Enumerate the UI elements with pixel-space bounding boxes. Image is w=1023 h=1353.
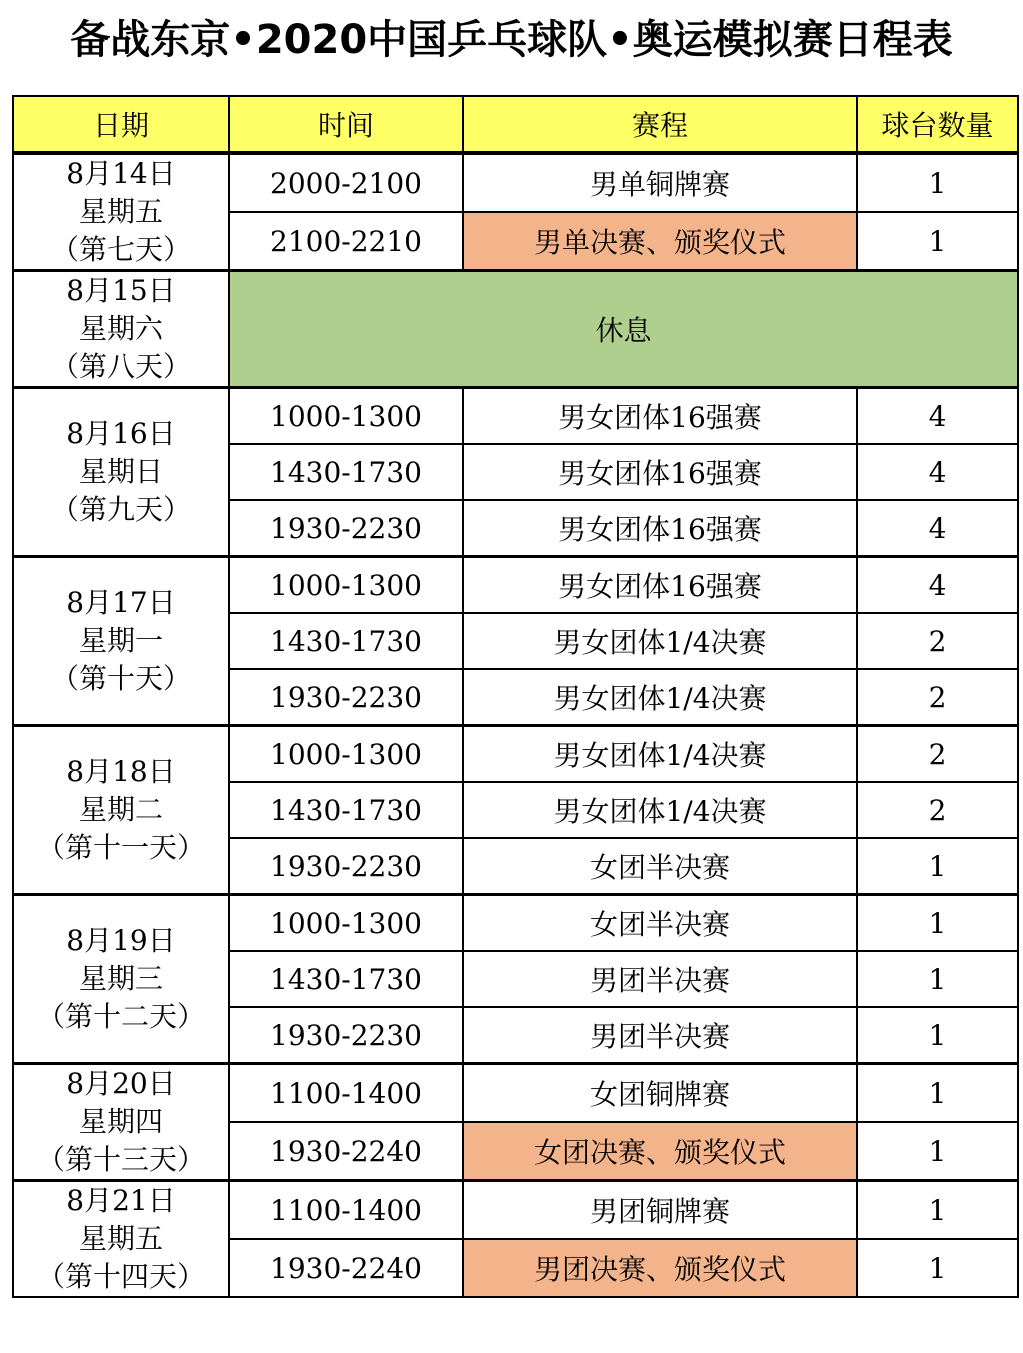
date-date: 8月17日 — [66, 586, 176, 619]
date-cell — [13, 153, 229, 271]
date-cell — [13, 895, 229, 1064]
header-tables: 球台数量 — [857, 96, 1018, 153]
time-cell: 1930-2230 — [229, 669, 463, 726]
time-cell: 1430-1730 — [229, 782, 463, 838]
date-day-no: （第九天） — [50, 493, 191, 526]
header-date: 日期 — [13, 96, 229, 153]
date-cell — [13, 388, 229, 557]
header-event: 赛程 — [463, 96, 857, 153]
table-row — [13, 557, 1018, 614]
event-cell-ceremony: 女团决赛、颁奖仪式 — [463, 1122, 857, 1181]
date-cell — [13, 726, 229, 895]
date-day-no: （第七天） — [50, 233, 191, 266]
time-cell: 2000-2100 — [229, 153, 463, 212]
table-row — [13, 1181, 1018, 1240]
schedule-table — [12, 95, 1019, 1298]
date-cell — [13, 557, 229, 726]
time-cell: 1430-1730 — [229, 613, 463, 669]
time-cell: 2100-2210 — [229, 212, 463, 271]
table-row — [13, 726, 1018, 783]
date-cell — [13, 271, 229, 388]
schedule-body — [13, 153, 1018, 1297]
tables-count-cell: 2 — [857, 726, 1018, 783]
date-weekday: 星期一 — [78, 624, 163, 657]
time-cell: 1930-2230 — [229, 1007, 463, 1064]
date-day-no: （第十四天） — [36, 1260, 205, 1293]
date-date: 8月21日 — [66, 1184, 176, 1217]
time-cell: 1430-1730 — [229, 951, 463, 1007]
event-cell-ceremony: 男团决赛、颁奖仪式 — [463, 1239, 857, 1297]
header-time: 时间 — [229, 96, 463, 153]
time-cell: 1930-2240 — [229, 1122, 463, 1181]
date-day-no: （第十天） — [50, 662, 191, 695]
tables-count-cell: 4 — [857, 444, 1018, 500]
date-day-no: （第十二天） — [36, 1000, 205, 1033]
time-cell: 1100-1400 — [229, 1064, 463, 1123]
event-cell: 男女团体16强赛 — [463, 557, 857, 614]
event-cell: 男女团体1/4决赛 — [463, 726, 857, 783]
event-cell: 男团半决赛 — [463, 951, 857, 1007]
time-cell: 1000-1300 — [229, 388, 463, 445]
time-cell: 1930-2230 — [229, 500, 463, 557]
time-cell: 1930-2230 — [229, 838, 463, 895]
tables-count-cell: 1 — [857, 153, 1018, 212]
date-date: 8月18日 — [66, 755, 176, 788]
event-cell: 女团半决赛 — [463, 838, 857, 895]
table-row — [13, 895, 1018, 952]
date-day-no: （第十一天） — [36, 831, 205, 864]
event-cell: 男女团体16强赛 — [463, 444, 857, 500]
time-cell: 1930-2240 — [229, 1239, 463, 1297]
date-date: 8月16日 — [66, 417, 176, 450]
date-weekday: 星期四 — [78, 1105, 163, 1138]
table-row — [13, 388, 1018, 445]
event-cell: 男女团体16强赛 — [463, 388, 857, 445]
tables-count-cell: 1 — [857, 1122, 1018, 1181]
tables-count-cell: 1 — [857, 838, 1018, 895]
tables-count-cell: 1 — [857, 1064, 1018, 1123]
time-cell: 1000-1300 — [229, 557, 463, 614]
date-weekday: 星期五 — [78, 195, 163, 228]
event-cell: 男团铜牌赛 — [463, 1181, 857, 1240]
tables-count-cell: 2 — [857, 782, 1018, 838]
date-date: 8月20日 — [66, 1067, 176, 1100]
tables-count-cell: 1 — [857, 1239, 1018, 1297]
tables-count-cell: 4 — [857, 500, 1018, 557]
date-day-no: （第十三天） — [36, 1143, 205, 1176]
event-cell: 女团铜牌赛 — [463, 1064, 857, 1123]
tables-count-cell: 1 — [857, 212, 1018, 271]
date-date: 8月14日 — [66, 157, 176, 190]
date-weekday: 星期六 — [78, 312, 163, 345]
time-cell: 1430-1730 — [229, 444, 463, 500]
date-weekday: 星期二 — [78, 793, 163, 826]
date-weekday: 星期日 — [78, 455, 163, 488]
rest-day-row — [13, 271, 1018, 388]
event-cell: 男团半决赛 — [463, 1007, 857, 1064]
tables-count-cell: 4 — [857, 557, 1018, 614]
date-date: 8月19日 — [66, 924, 176, 957]
time-cell: 1000-1300 — [229, 895, 463, 952]
page-title: 备战东京•2020中国乒乓球队•奥运模拟赛日程表 — [70, 17, 953, 63]
event-cell: 女团半决赛 — [463, 895, 857, 952]
header-row — [13, 96, 1018, 153]
event-cell: 男女团体1/4决赛 — [463, 669, 857, 726]
time-cell: 1100-1400 — [229, 1181, 463, 1240]
tables-count-cell: 1 — [857, 1007, 1018, 1064]
table-row — [13, 1064, 1018, 1123]
tables-count-cell: 1 — [857, 951, 1018, 1007]
tables-count-cell: 2 — [857, 613, 1018, 669]
table-row — [13, 153, 1018, 212]
date-day-no: （第八天） — [50, 350, 191, 383]
date-cell — [13, 1181, 229, 1298]
event-cell: 男女团体16强赛 — [463, 500, 857, 557]
tables-count-cell: 1 — [857, 1181, 1018, 1240]
event-cell: 男女团体1/4决赛 — [463, 613, 857, 669]
rest-cell: 休息 — [229, 271, 1018, 388]
date-weekday: 星期三 — [78, 962, 163, 995]
time-cell: 1000-1300 — [229, 726, 463, 783]
tables-count-cell: 1 — [857, 895, 1018, 952]
event-cell-ceremony: 男单决赛、颁奖仪式 — [463, 212, 857, 271]
event-cell: 男女团体1/4决赛 — [463, 782, 857, 838]
date-cell — [13, 1064, 229, 1181]
date-weekday: 星期五 — [78, 1222, 163, 1255]
tables-count-cell: 2 — [857, 669, 1018, 726]
event-cell: 男单铜牌赛 — [463, 153, 857, 212]
date-date: 8月15日 — [66, 274, 176, 307]
tables-count-cell: 4 — [857, 388, 1018, 445]
